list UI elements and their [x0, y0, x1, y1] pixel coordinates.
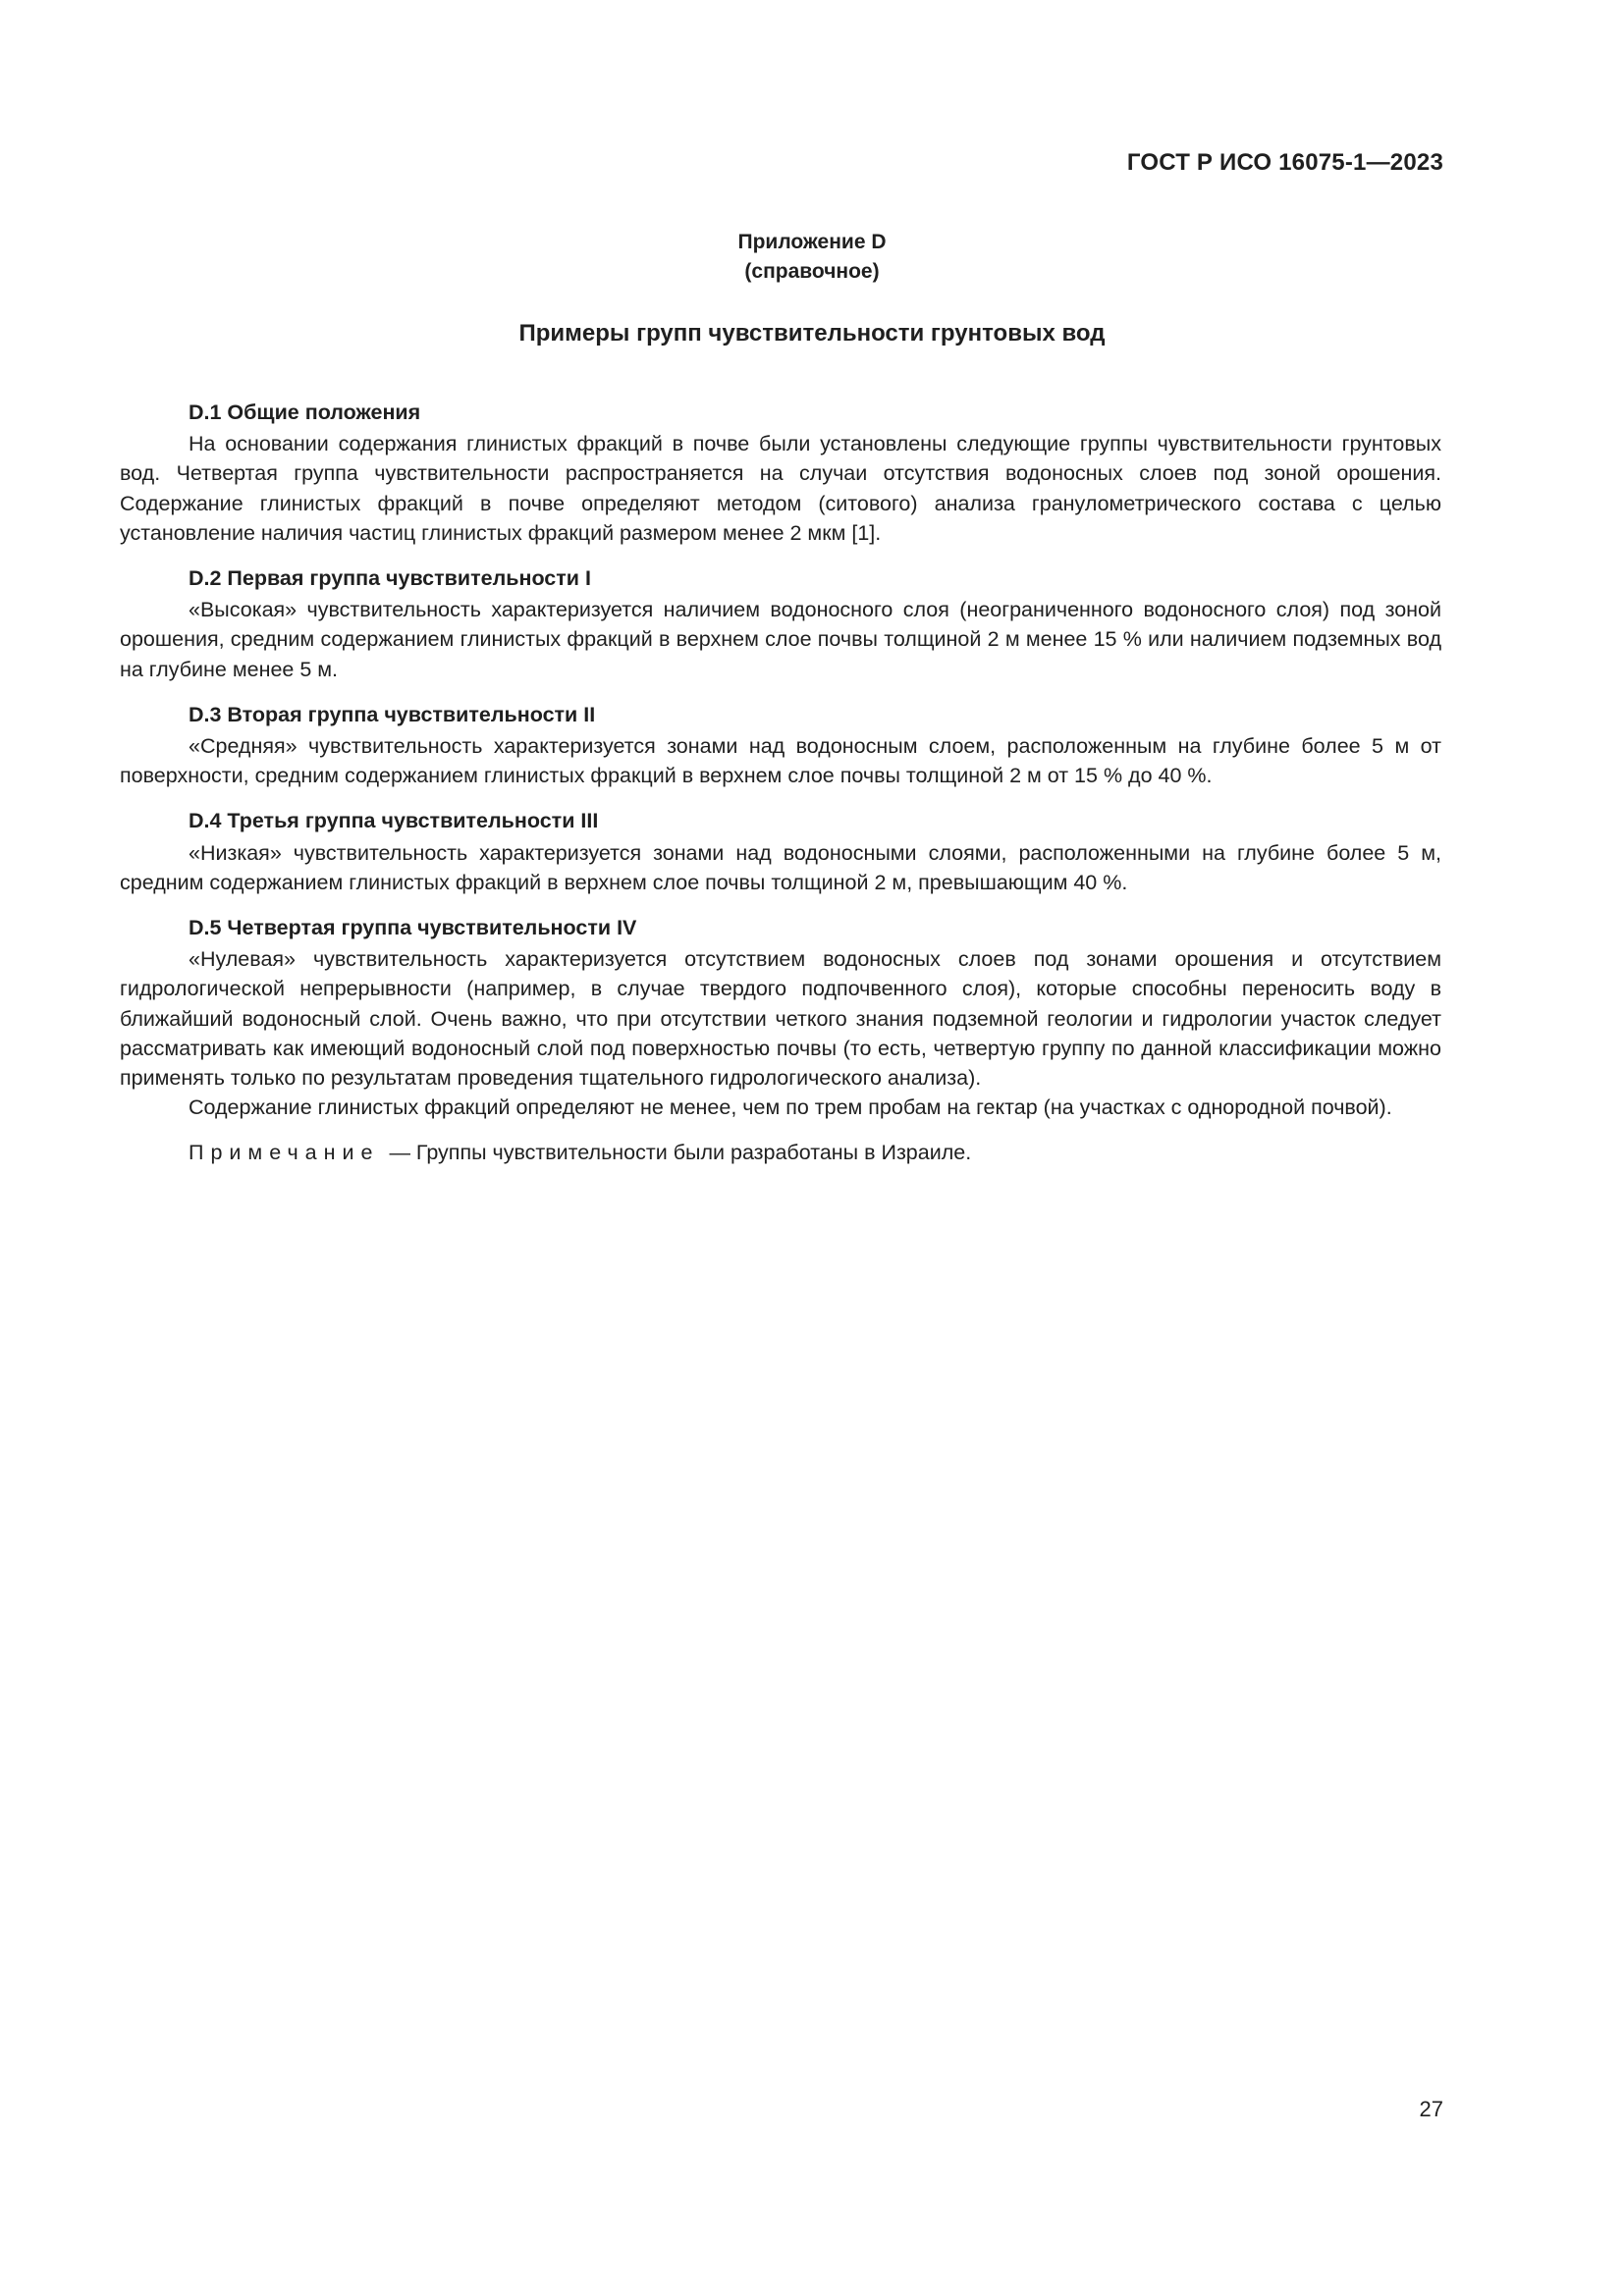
section-paragraph: «Средняя» чувствительность характеризуется зонами над водоносным слоем, расположенным на глубине более 5 м от поверхности, средним содержанием глинистых фракций в верхнем слое почвы толщиной 2 м от 15 % до 40 %.: [120, 734, 1441, 788]
note-text: — Группы чувствительности были разработаны в Израиле.: [389, 1141, 972, 1165]
note-label: Примечание: [189, 1141, 380, 1165]
section-paragraph: «Нулевая» чувствительность характеризуется отсутствием водоносных слоев под зонами орошения и отсутствием гидрологической непрерывности (например, в случае твердого подпочвенного слоя), которые способны переносить воду в ближайший водоносный слой. Очень важно, что при отсутствии четкого знания подземной геологии и гидрологии участок следует рассматривать как имеющий водоносный слой под поверхностью почвы (то есть, четвертую группу по данной классификации можно применять только по результатам проведения тщательного гидрологического анализа).: [120, 947, 1441, 1091]
note: [120, 1138, 1441, 1167]
section-d5: [120, 913, 1441, 1122]
section-paragraph: Содержание глинистых фракций определяют не менее, чем по трем пробам на гектар (на участках с однородной почвой).: [189, 1095, 1392, 1120]
page-number: 27: [1419, 2097, 1443, 2121]
section-paragraph: «Высокая» чувствительность характеризуется наличием водоносного слоя (неограниченного водоносного слоя) под зоной орошения, средним содержанием глинистых фракций в верхнем слое почвы толщиной 2 м менее 15 % или наличием подземных вод на глубине менее 5 м.: [120, 598, 1441, 681]
page-title: Примеры групп чувствительности грунтовых вод: [518, 320, 1106, 347]
section-d2: [120, 563, 1441, 684]
appendix-label: Приложение D: [737, 231, 887, 253]
section-d3: [120, 700, 1441, 791]
section-paragraph: На основании содержания глинистых фракций в почве были установлены следующие группы чувствительности грунтовых вод. Четвертая группа чувствительности распространяется на случаи отсутствия водоносных слоев под зоной орошения. Содержание глинистых фракций в почве определяют методом (ситового) анализа гранулометрического состава с целью установление наличия частиц глинистых фракций размером менее 2 мкм [1].: [120, 432, 1441, 545]
document-body: [120, 398, 1441, 1168]
appendix-heading: [0, 228, 1624, 287]
section-heading: D.1 Общие положения: [189, 400, 421, 424]
section-heading: D.2 Первая группа чувствительности I: [189, 566, 591, 591]
document-code: ГОСТ Р ИСО 16075-1—2023: [1126, 149, 1443, 176]
section-heading: D.5 Четвертая группа чувствительности IV: [189, 916, 637, 940]
section-d1: [120, 398, 1441, 548]
section-heading: D.3 Вторая группа чувствительности II: [189, 702, 596, 726]
appendix-type: (справочное): [744, 260, 880, 283]
section-d4: [120, 806, 1441, 897]
section-paragraph: «Низкая» чувствительность характеризуется зонами над водоносными слоями, расположенными на глубине более 5 м, средним содержанием глинистых фракций в верхнем слое почвы толщиной 2 м, превышающим 40 %.: [120, 840, 1441, 894]
section-heading: D.4 Третья группа чувствительности III: [189, 809, 599, 833]
